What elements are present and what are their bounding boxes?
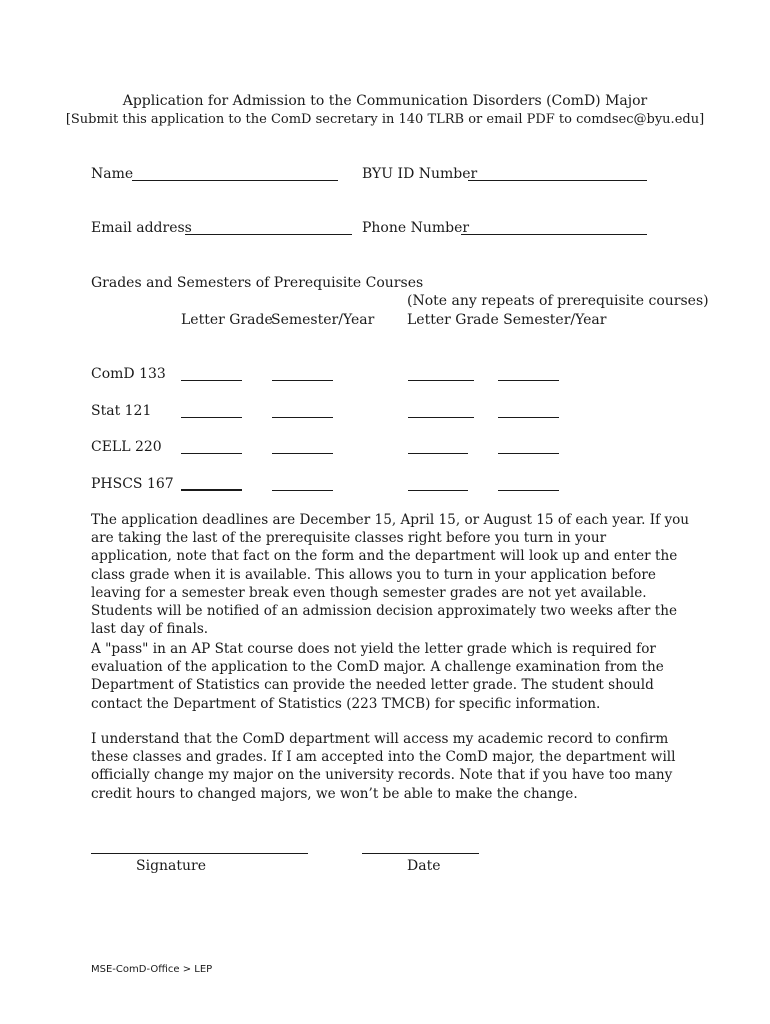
comd-133-semester-field[interactable] — [272, 380, 333, 381]
byu-id-label: BYU ID Number — [362, 166, 478, 182]
grades-heading: Grades and Semesters of Prerequisite Courses — [91, 275, 424, 291]
comd-133-grade-field[interactable] — [181, 380, 242, 381]
phone-field[interactable] — [461, 234, 647, 235]
email-label: Email address — [91, 220, 192, 236]
stat-121-repeat-semester-field[interactable] — [498, 417, 559, 418]
phscs-167-repeat-grade-field[interactable] — [408, 490, 468, 491]
course-comd-133: ComD 133 — [91, 366, 166, 382]
phscs-167-repeat-semester-field[interactable] — [498, 490, 559, 491]
email-field[interactable] — [185, 234, 352, 235]
form-title: Application for Admission to the Communication Disorders (ComD) Major — [122, 93, 648, 109]
phone-label: Phone Number — [362, 220, 470, 236]
submission-instructions: [Submit this application to the ComD secretary in 140 TLRB or email PDF to comdsec@byu.edu] — [65, 112, 705, 127]
stat-121-semester-field[interactable] — [272, 417, 333, 418]
cell-220-grade-field[interactable] — [181, 453, 242, 454]
repeat-note: (Note any repeats of prerequisite courses) — [407, 293, 709, 309]
date-label: Date — [407, 858, 441, 874]
ap-stat-paragraph: A "pass" in an AP Stat course does not yield the letter grade which is required for evaluation of the application to the ComD major. A challenge examination from the Department of Statistics can provide the needed letter grade. The student should contact the Department of Statistics (223 TMCB) for specific information. — [91, 641, 664, 712]
cell-220-repeat-semester-field[interactable] — [498, 453, 559, 454]
comd-133-repeat-semester-field[interactable] — [498, 380, 559, 381]
signature-field[interactable] — [91, 853, 308, 854]
phscs-167-grade-field[interactable] — [181, 489, 242, 491]
course-phscs-167: PHSCS 167 — [91, 476, 174, 492]
phscs-167-semester-field[interactable] — [272, 490, 333, 491]
byu-id-field[interactable] — [468, 180, 647, 181]
letter-grade-header: Letter Grade — [181, 312, 273, 328]
cell-220-semester-field[interactable] — [272, 453, 333, 454]
stat-121-grade-field[interactable] — [181, 417, 242, 418]
comd-133-repeat-grade-field[interactable] — [408, 380, 474, 381]
deadlines-paragraph: The application deadlines are December 15, April 15, or August 15 of each year. If you are taking the last of the prerequisite classes right before you turn in your application, note that fact on the form and the department will look up and enter the class grade when it is available. This allows you to turn in your application before leaving for a semester break even though semester grades are not yet available. Students will be notified of an admission decision approximately two weeks after the last day of finals. — [91, 512, 690, 638]
repeat-columns-header: Letter Grade Semester/Year — [407, 312, 607, 328]
name-field[interactable] — [132, 180, 338, 181]
date-field[interactable] — [362, 853, 479, 854]
name-label: Name — [91, 166, 134, 182]
course-stat-121: Stat 121 — [91, 403, 152, 419]
cell-220-repeat-grade-field[interactable] — [408, 453, 468, 454]
stat-121-repeat-grade-field[interactable] — [408, 417, 474, 418]
course-cell-220: CELL 220 — [91, 439, 162, 455]
consent-paragraph: I understand that the ComD department will access my academic record to confirm these classes and grades. If I am accepted into the ComD major, the department will officially change my major on the university records. Note that if you have too many credit hours to changed majors, we won’t be able to make the change. — [91, 731, 676, 802]
semester-year-header: Semester/Year — [271, 312, 375, 328]
signature-label: Signature — [136, 858, 207, 874]
footer-path: MSE-ComD-Office > LEP — [91, 964, 213, 975]
